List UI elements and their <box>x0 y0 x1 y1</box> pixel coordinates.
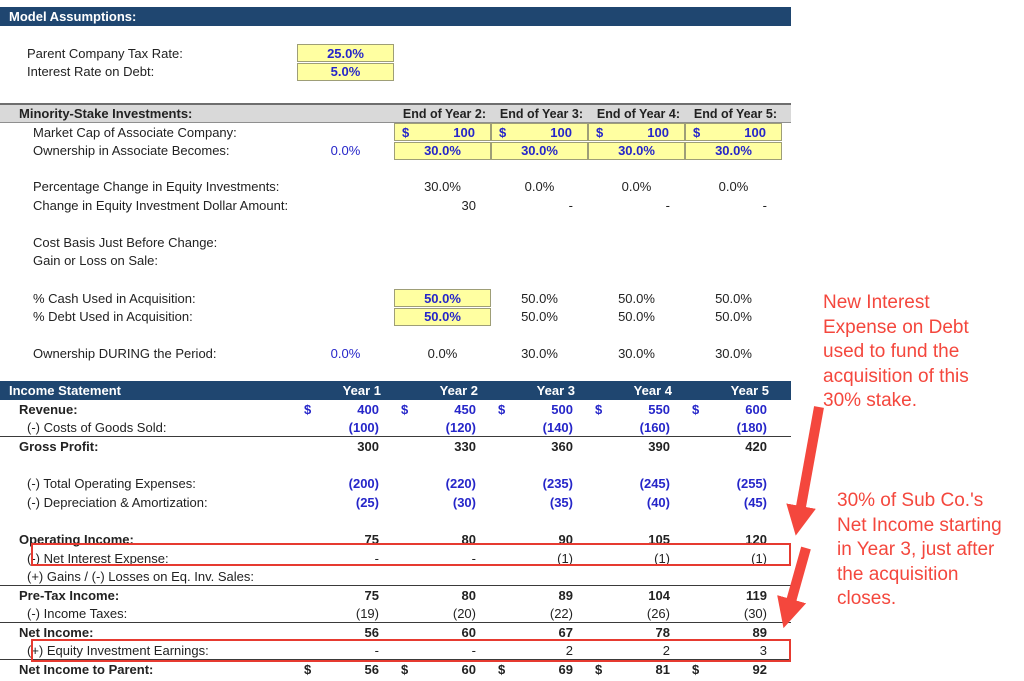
dna-cell[interactable]: (45) <box>743 494 767 510</box>
operating-income-cell[interactable]: 80 <box>461 531 476 547</box>
ownership-during-cell[interactable]: 30.0% <box>521 346 558 362</box>
currency-symbol: $ <box>401 662 409 678</box>
cell-value: 100 <box>647 124 669 140</box>
spacer-row <box>0 270 791 289</box>
dollar-change-row <box>0 196 791 215</box>
ownership-becomes-year1-cell[interactable]: 0.0% <box>330 143 361 159</box>
currency-symbol: $ <box>692 401 700 417</box>
market-cap-label: Market Cap of Associate Company: <box>33 124 237 140</box>
dna-cell[interactable]: (40) <box>646 494 670 510</box>
net-income-parent-cell[interactable] <box>297 662 394 677</box>
currency-symbol: $ <box>304 662 312 678</box>
interest-rate-label: Interest Rate on Debt: <box>27 64 155 80</box>
operating-income-label: Operating Income: <box>19 531 134 547</box>
ownership-becomes-input-cell[interactable]: 30.0% <box>491 142 588 160</box>
equity-earnings-cell[interactable]: 3 <box>759 643 767 659</box>
currency-symbol: $ <box>692 662 700 678</box>
currency-symbol: $ <box>693 124 701 140</box>
opex-cell[interactable]: (255) <box>736 476 767 492</box>
col-header-eoy3: End of Year 3: <box>499 106 583 121</box>
equity-earnings-cell[interactable]: 2 <box>662 643 670 659</box>
revenue-row <box>0 400 791 419</box>
cash-used-cell[interactable]: 50.0% <box>618 290 655 306</box>
ownership-during-cell[interactable]: 30.0% <box>618 346 655 362</box>
pretax-income-cell[interactable]: 89 <box>558 587 573 603</box>
pretax-income-cell[interactable]: 104 <box>648 587 670 603</box>
minority-stake-header <box>0 103 791 123</box>
gain-loss-row <box>0 252 791 271</box>
ownership-during-row <box>0 345 791 364</box>
model-assumptions-title: Model Assumptions: <box>9 9 137 24</box>
debt-used-input-cell[interactable]: 50.0% <box>394 308 491 326</box>
net-income-cell[interactable]: 60 <box>461 624 476 640</box>
gross-profit-cell[interactable]: 300 <box>357 438 379 454</box>
gross-profit-label: Gross Profit: <box>19 438 99 454</box>
operating-income-cell[interactable]: 90 <box>558 531 573 547</box>
income-statement-section <box>0 400 791 679</box>
cell-value: 100 <box>550 124 572 140</box>
income-taxes-label: (-) Income Taxes: <box>27 605 128 621</box>
gains-losses-row <box>0 567 791 586</box>
market-cap-input-cell[interactable] <box>588 123 685 141</box>
cell-value: 500 <box>551 401 573 417</box>
net-interest-cell[interactable]: (1) <box>654 550 670 566</box>
pct-change-cell[interactable]: 0.0% <box>718 178 749 194</box>
income-statement-header <box>0 381 791 400</box>
pct-change-cell[interactable]: 30.0% <box>424 178 461 194</box>
cash-used-input-cell[interactable]: 50.0% <box>394 289 491 307</box>
cell-value: 100 <box>744 124 766 140</box>
tax-rate-input-cell[interactable]: 25.0% <box>297 44 394 62</box>
income-taxes-cell[interactable]: (22) <box>549 605 573 621</box>
net-income-parent-cell[interactable] <box>685 662 782 677</box>
dollar-change-cell[interactable]: - <box>762 197 767 213</box>
net-income-parent-row <box>0 660 791 679</box>
cell-value: 60 <box>461 662 476 678</box>
ownership-becomes-input-cell[interactable]: 30.0% <box>588 142 685 160</box>
net-income-cell[interactable]: 89 <box>752 624 767 640</box>
income-taxes-row <box>0 605 791 624</box>
currency-symbol: $ <box>596 124 604 140</box>
net-interest-label: (-) Net Interest Expense: <box>27 550 169 566</box>
operating-income-row <box>0 530 791 549</box>
cost-basis-row <box>0 233 791 252</box>
revenue-cell[interactable] <box>588 402 685 417</box>
equity-earnings-cell[interactable]: 2 <box>565 643 573 659</box>
ownership-during-cell[interactable]: 0.0% <box>427 346 458 362</box>
dna-cell[interactable]: (25) <box>355 494 379 510</box>
net-interest-cell[interactable]: (1) <box>557 550 573 566</box>
minority-stake-section <box>0 103 791 363</box>
net-income-parent-cell[interactable] <box>588 662 685 677</box>
currency-symbol: $ <box>498 401 506 417</box>
income-statement-title: Income Statement <box>9 383 121 398</box>
revenue-label: Revenue: <box>19 401 78 417</box>
cogs-cell[interactable]: (120) <box>445 419 476 435</box>
dna-cell[interactable]: (30) <box>452 494 476 510</box>
currency-symbol: $ <box>304 401 312 417</box>
net-interest-row <box>0 549 791 568</box>
cogs-cell[interactable]: (180) <box>736 419 767 435</box>
arrow-to-equity-earnings <box>790 548 806 605</box>
equity-earnings-cell[interactable]: - <box>471 643 476 659</box>
market-cap-input-cell[interactable] <box>394 123 491 141</box>
cash-used-label: % Cash Used in Acquisition: <box>33 290 196 306</box>
pct-change-label: Percentage Change in Equity Investments: <box>33 178 280 194</box>
cell-value: 56 <box>364 662 379 678</box>
equity-earnings-label: (+) Equity Investment Earnings: <box>27 643 209 659</box>
pretax-income-cell[interactable]: 75 <box>364 587 379 603</box>
cogs-row <box>0 419 791 438</box>
opex-cell[interactable]: (235) <box>542 476 573 492</box>
cell-value: 69 <box>558 662 573 678</box>
tax-rate-label: Parent Company Tax Rate: <box>27 45 183 61</box>
tax-rate-row <box>0 44 791 63</box>
income-taxes-cell[interactable]: (19) <box>355 605 379 621</box>
cost-basis-label: Cost Basis Just Before Change: <box>33 234 218 250</box>
cell-value: 92 <box>752 662 767 678</box>
pretax-income-cell[interactable]: 119 <box>746 587 767 603</box>
net-income-label: Net Income: <box>19 624 94 640</box>
net-income-cell[interactable]: 56 <box>364 624 379 640</box>
gains-losses-label: (+) Gains / (-) Losses on Eq. Inv. Sales: <box>27 568 254 584</box>
net-income-row <box>0 623 791 642</box>
opex-label: (-) Total Operating Expenses: <box>27 476 196 492</box>
assumptions-section <box>0 44 791 81</box>
operating-income-cell[interactable]: 75 <box>364 531 379 547</box>
year-header: Year 4 <box>633 383 672 398</box>
revenue-cell[interactable] <box>394 402 491 417</box>
dollar-change-label: Change in Equity Investment Dollar Amount: <box>33 197 289 213</box>
debt-used-cell[interactable]: 50.0% <box>618 309 655 325</box>
ownership-becomes-input-cell[interactable]: 30.0% <box>685 142 782 160</box>
col-header-eoy2: End of Year 2: <box>402 106 486 121</box>
debt-used-cell[interactable]: 50.0% <box>521 309 558 325</box>
interest-rate-input-cell[interactable]: 5.0% <box>297 63 394 81</box>
minority-stake-title: Minority-Stake Investments: <box>19 106 193 121</box>
net-income-cell[interactable]: 78 <box>655 624 670 640</box>
pct-change-cell[interactable]: 0.0% <box>621 178 652 194</box>
pretax-income-row <box>0 586 791 605</box>
revenue-cell[interactable] <box>685 402 782 417</box>
opex-cell[interactable]: (200) <box>348 476 379 492</box>
market-cap-row <box>0 123 791 142</box>
opex-cell[interactable]: (245) <box>639 476 670 492</box>
interest-rate-row <box>0 63 791 82</box>
spacer-row <box>0 214 791 233</box>
revenue-cell[interactable] <box>491 402 588 417</box>
income-taxes-cell[interactable]: (26) <box>646 605 670 621</box>
ownership-becomes-row <box>0 142 791 161</box>
spacer-row <box>0 326 791 345</box>
dna-label: (-) Depreciation & Amortization: <box>27 494 208 510</box>
ownership-during-cell[interactable]: 30.0% <box>715 346 752 362</box>
market-cap-input-cell[interactable] <box>491 123 588 141</box>
operating-income-cell[interactable]: 105 <box>648 531 670 547</box>
col-header-eoy4: End of Year 4: <box>596 106 680 121</box>
arrow-to-net-interest <box>800 407 819 512</box>
cell-value: 400 <box>357 401 379 417</box>
ownership-during-year1-cell[interactable]: 0.0% <box>330 346 361 362</box>
opex-row <box>0 474 791 493</box>
spacer-row <box>0 160 791 177</box>
income-taxes-cell[interactable]: (30) <box>743 605 767 621</box>
spacer-row <box>0 512 791 531</box>
cell-value: 81 <box>655 662 670 678</box>
gain-loss-label: Gain or Loss on Sale: <box>33 253 159 269</box>
pct-change-row <box>0 177 791 196</box>
ownership-becomes-label: Ownership in Associate Becomes: <box>33 143 230 159</box>
currency-symbol: $ <box>595 662 603 678</box>
cell-value: 600 <box>745 401 767 417</box>
currency-symbol: $ <box>402 124 410 140</box>
equity-earnings-cell[interactable]: - <box>374 643 379 659</box>
model-assumptions-header <box>0 7 791 26</box>
income-taxes-cell[interactable]: (20) <box>452 605 476 621</box>
gross-profit-cell[interactable]: 330 <box>454 438 476 454</box>
debt-used-cell[interactable]: 50.0% <box>715 309 752 325</box>
dollar-change-cell[interactable]: 30 <box>461 197 476 213</box>
spacer-row <box>0 456 791 475</box>
ownership-during-label: Ownership DURING the Period: <box>33 346 217 362</box>
net-interest-cell[interactable]: - <box>374 550 379 566</box>
gross-profit-cell[interactable]: 360 <box>551 438 573 454</box>
net-income-cell[interactable]: 67 <box>558 624 573 640</box>
net-interest-cell[interactable]: - <box>471 550 476 566</box>
annotation-note-interest: New Interest Expense on Debt used to fund the acquisition of this 30% stake. <box>823 292 969 411</box>
year-header: Year 5 <box>730 383 769 398</box>
net-income-parent-cell[interactable] <box>491 662 588 677</box>
pretax-income-cell[interactable]: 80 <box>461 587 476 603</box>
currency-symbol: $ <box>498 662 506 678</box>
currency-symbol: $ <box>401 401 409 417</box>
year-header: Year 2 <box>439 383 478 398</box>
dollar-change-cell[interactable]: - <box>665 197 670 213</box>
debt-used-label: % Debt Used in Acquisition: <box>33 309 193 325</box>
debt-used-row <box>0 307 791 326</box>
currency-symbol: $ <box>595 401 603 417</box>
pretax-income-label: Pre-Tax Income: <box>19 587 120 603</box>
cash-used-cell[interactable]: 50.0% <box>715 290 752 306</box>
cash-used-cell[interactable]: 50.0% <box>521 290 558 306</box>
net-income-parent-cell[interactable] <box>394 662 491 677</box>
cogs-cell[interactable]: (100) <box>348 419 379 435</box>
cell-value: 100 <box>453 124 475 140</box>
year-header: Year 3 <box>536 383 575 398</box>
pct-change-cell[interactable]: 0.0% <box>524 178 555 194</box>
cash-used-row <box>0 289 791 308</box>
net-income-parent-label: Net Income to Parent: <box>19 662 154 678</box>
gross-profit-cell[interactable]: 390 <box>648 438 670 454</box>
cell-value: 450 <box>454 401 476 417</box>
cell-value: 550 <box>648 401 670 417</box>
dna-cell[interactable]: (35) <box>549 494 573 510</box>
dna-row <box>0 493 791 512</box>
ownership-becomes-input-cell[interactable]: 30.0% <box>394 142 491 160</box>
cogs-cell[interactable]: (140) <box>542 419 573 435</box>
net-interest-cell[interactable]: (1) <box>751 550 767 566</box>
revenue-cell[interactable] <box>297 402 394 417</box>
market-cap-input-cell[interactable] <box>685 123 782 141</box>
cogs-cell[interactable]: (160) <box>639 419 670 435</box>
dollar-change-cell[interactable]: - <box>568 197 573 213</box>
col-header-eoy5: End of Year 5: <box>693 106 777 121</box>
cogs-label: (-) Costs of Goods Sold: <box>27 419 167 435</box>
equity-earnings-row <box>0 642 791 661</box>
gross-profit-row <box>0 437 791 456</box>
annotation-note-equity: 30% of Sub Co.'s Net Income starting in Year 3, just after the acquisition closes. <box>837 490 1002 609</box>
gross-profit-cell[interactable]: 420 <box>745 438 767 454</box>
year-header: Year 1 <box>342 383 381 398</box>
opex-cell[interactable]: (220) <box>445 476 476 492</box>
currency-symbol: $ <box>499 124 507 140</box>
operating-income-cell[interactable]: 120 <box>745 531 767 547</box>
